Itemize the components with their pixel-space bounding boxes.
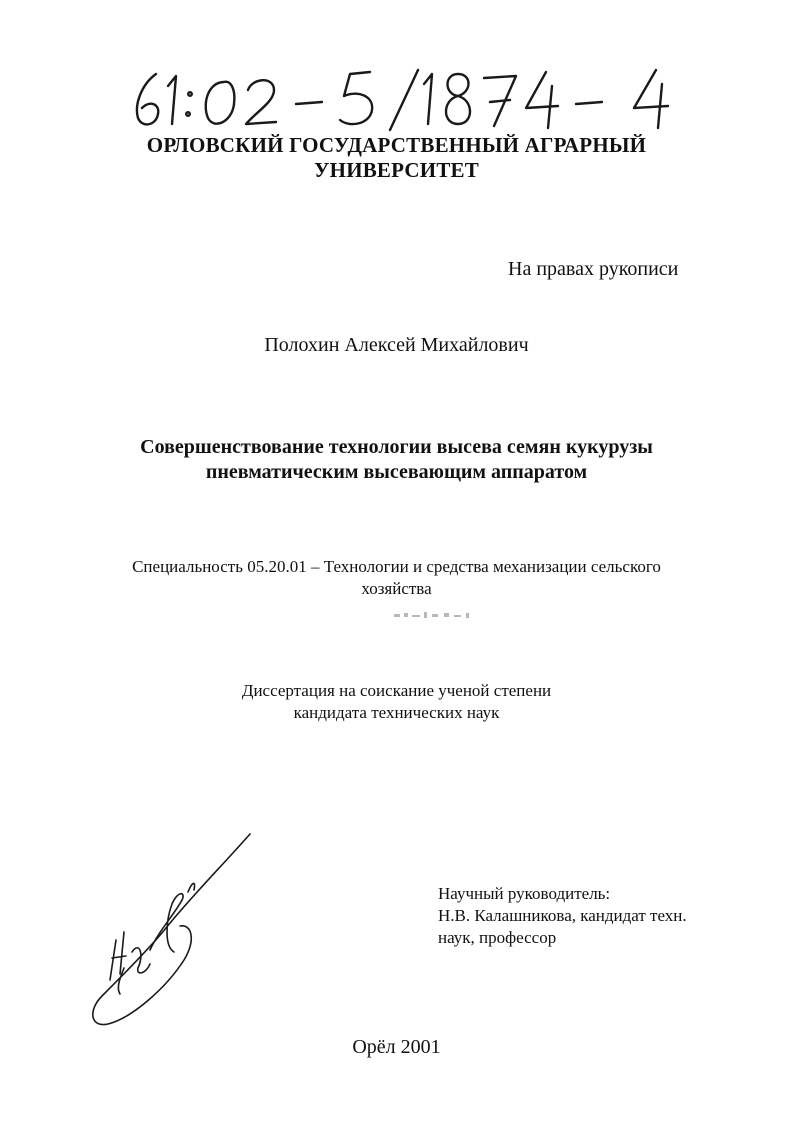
supervisor-rank: наук, профессор: [438, 928, 557, 947]
author-name: Полохин Алексей Михайлович: [264, 334, 529, 356]
handwritten-signature: [80, 828, 270, 1038]
degree-statement: [0, 680, 793, 724]
city-year: Орёл 2001: [352, 1036, 441, 1058]
scientific-supervisor: [438, 883, 687, 949]
signature-drawing: [80, 828, 270, 1038]
faint-stamp: [388, 608, 478, 624]
university-line-1: ОРЛОВСКИЙ ГОСУДАРСТВЕННЫЙ АГРАРНЫЙ: [146, 133, 647, 157]
supervisor-name: Н.В. Калашникова, кандидат техн.: [438, 906, 687, 925]
specialty-line-1: Специальность 05.20.01 – Технологии и средства механизации сельского: [132, 557, 661, 576]
thesis-title-line-2: пневматическим высевающим аппаратом: [205, 461, 588, 483]
thesis-title-line-1: Совершенствование технологии высева семян кукурузы: [140, 436, 653, 458]
specialty-line-2: хозяйства: [361, 579, 432, 598]
university-line-2: УНИВЕРСИТЕТ: [314, 158, 479, 182]
thesis-title: [0, 435, 793, 485]
degree-line-1: Диссертация на соискание ученой степени: [241, 681, 552, 700]
specialty: [0, 556, 793, 600]
faint-stamp-marks: [388, 608, 478, 624]
archive-number-handwriting: [128, 64, 688, 134]
supervisor-label: Научный руководитель:: [438, 884, 611, 903]
degree-line-2: кандидата технических наук: [293, 703, 500, 722]
manuscript-rights-note: На правах рукописи: [508, 258, 679, 280]
university-name: [0, 133, 793, 183]
handwritten-archive-number: [128, 64, 688, 134]
